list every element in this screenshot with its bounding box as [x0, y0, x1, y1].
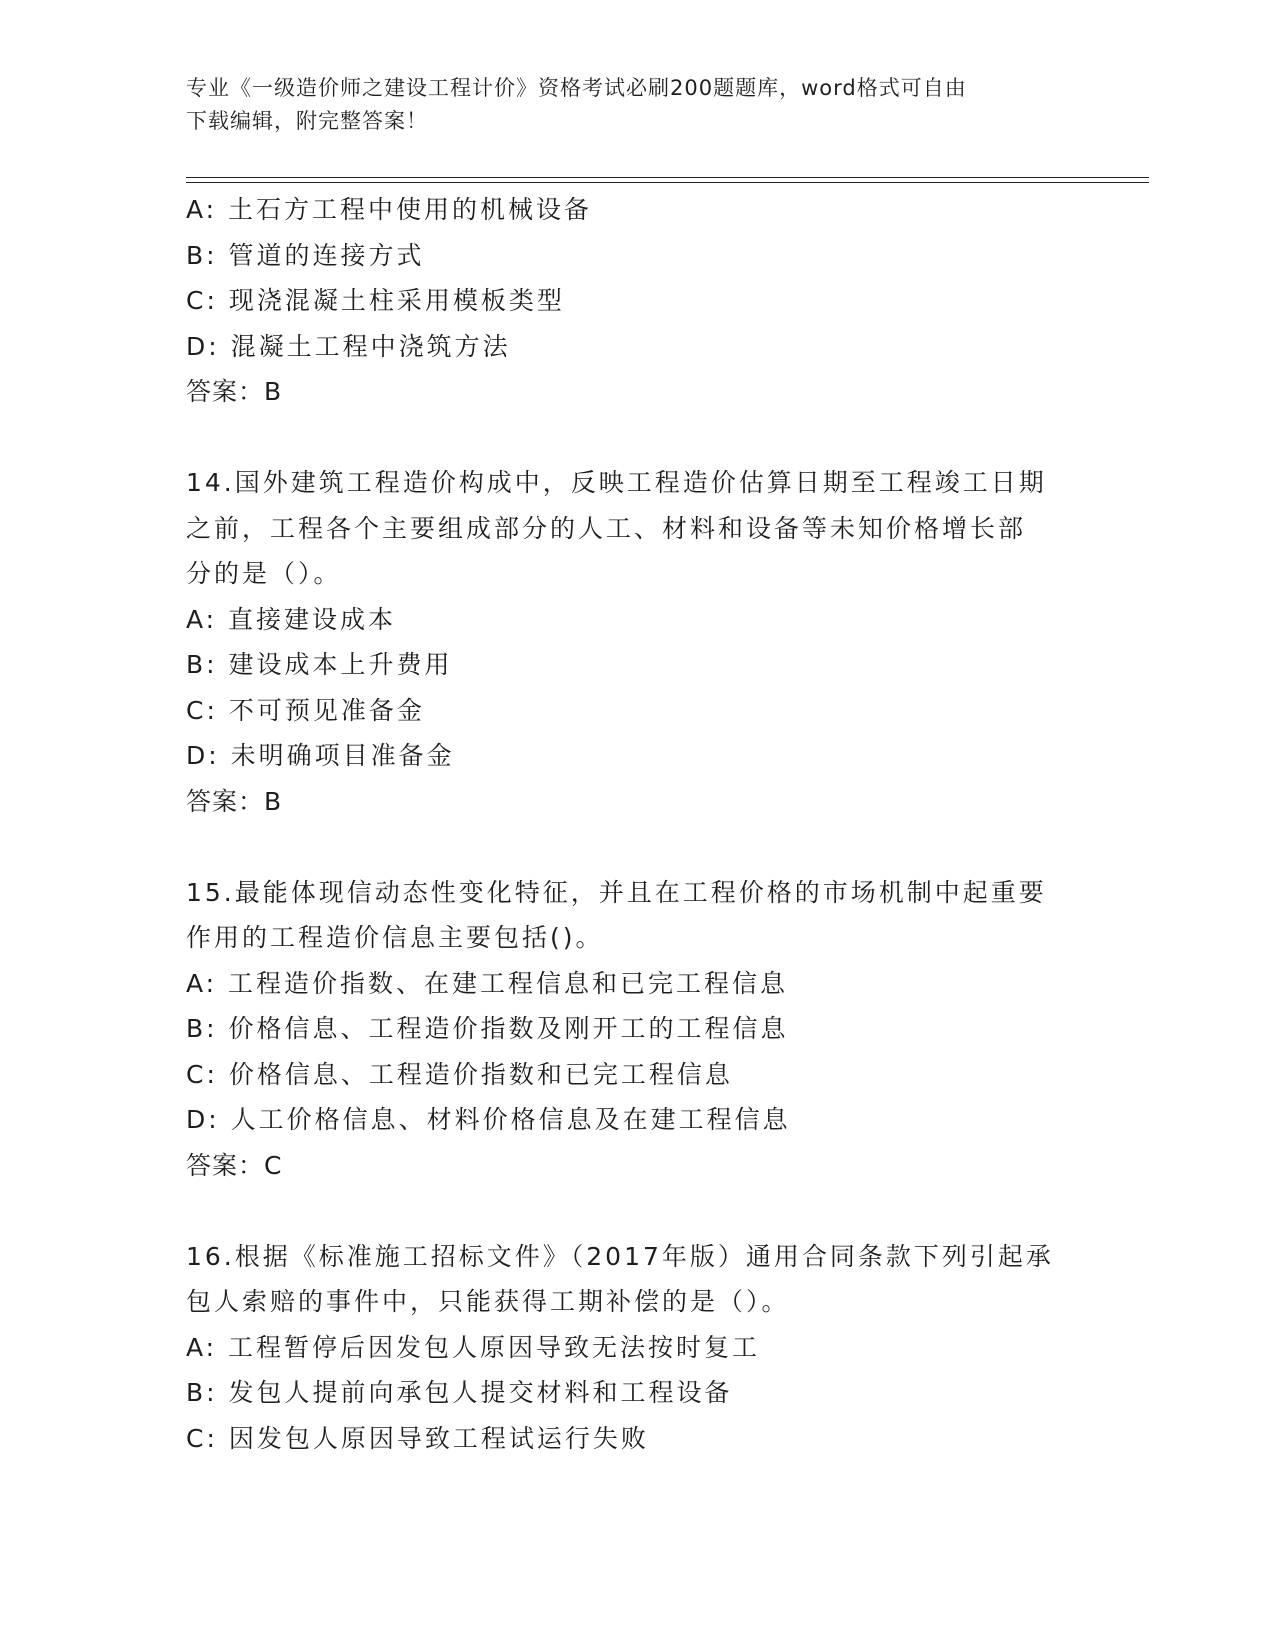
- option-c: C: 价格信息、工程造价指数和已完工程信息: [186, 1059, 733, 1089]
- question-content: [186, 187, 1086, 1461]
- option-c: C: 现浇混凝土柱采用模板类型: [186, 286, 565, 315]
- option-b: B: 管道的连接方式: [186, 240, 425, 270]
- option-b: B: 建设成本上升费用: [186, 650, 453, 679]
- question-stem-line: 分的是（）。: [186, 559, 342, 588]
- answer: 答案：B: [186, 377, 283, 406]
- option-a: A: 工程暂停后因发包人原因导致无法按时复工: [186, 1332, 761, 1362]
- question-15: [186, 870, 1086, 1189]
- option-b: B: 价格信息、工程造价指数及刚开工的工程信息: [186, 1014, 789, 1043]
- spacer: [186, 1188, 1086, 1234]
- option-d: D: 混凝土工程中浇筑方法: [186, 331, 511, 361]
- question-stem-line: 之前，工程各个主要组成部分的人工、材料和设备等未知价格增长部: [186, 513, 1027, 543]
- header-line-2: 下载编辑，附完整答案！: [186, 109, 428, 133]
- question-stem-line: 14.国外建筑工程造价构成中，反映工程造价估算日期至工程竣工日期: [186, 468, 1047, 497]
- answer: 答案：C: [186, 1150, 283, 1180]
- option-a: A: 工程造价指数、在建工程信息和已完工程信息: [186, 968, 789, 998]
- answer: 答案：B: [186, 786, 283, 816]
- header-divider-bottom: [186, 182, 1149, 183]
- option-c: C: 不可预见准备金: [186, 695, 425, 725]
- question-stem-line: 15.最能体现信动态性变化特征，并且在工程价格的市场机制中起重要: [186, 877, 1047, 907]
- option-b: B: 发包人提前向承包人提交材料和工程设备: [186, 1378, 733, 1407]
- question-stem-line: 16.根据《标准施工招标文件》（2017年版）通用合同条款下列引起承: [186, 1241, 1054, 1271]
- question-14: [186, 460, 1086, 824]
- question-stem-line: 包人索赔的事件中，只能获得工期补偿的是（）。: [186, 1287, 790, 1316]
- document-header: [186, 72, 1066, 138]
- question-13: [186, 187, 1086, 415]
- option-c: C: 因发包人原因导致工程试运行失败: [186, 1423, 649, 1453]
- header-line-1: 专业《一级造价师之建设工程计价》资格考试必刷200题题库，word格式可自由: [186, 76, 967, 100]
- option-d: D: 人工价格信息、材料价格信息及在建工程信息: [186, 1105, 791, 1134]
- spacer: [186, 415, 1086, 461]
- spacer: [186, 824, 1086, 870]
- question-stem-line: 作用的工程造价信息主要包括()。: [186, 923, 604, 952]
- option-a: A: 土石方工程中使用的机械设备: [186, 195, 593, 224]
- option-a: A: 直接建设成本: [186, 604, 397, 634]
- option-d: D: 未明确项目准备金: [186, 741, 455, 770]
- question-16: [186, 1234, 1086, 1462]
- header-divider-top: [186, 177, 1149, 178]
